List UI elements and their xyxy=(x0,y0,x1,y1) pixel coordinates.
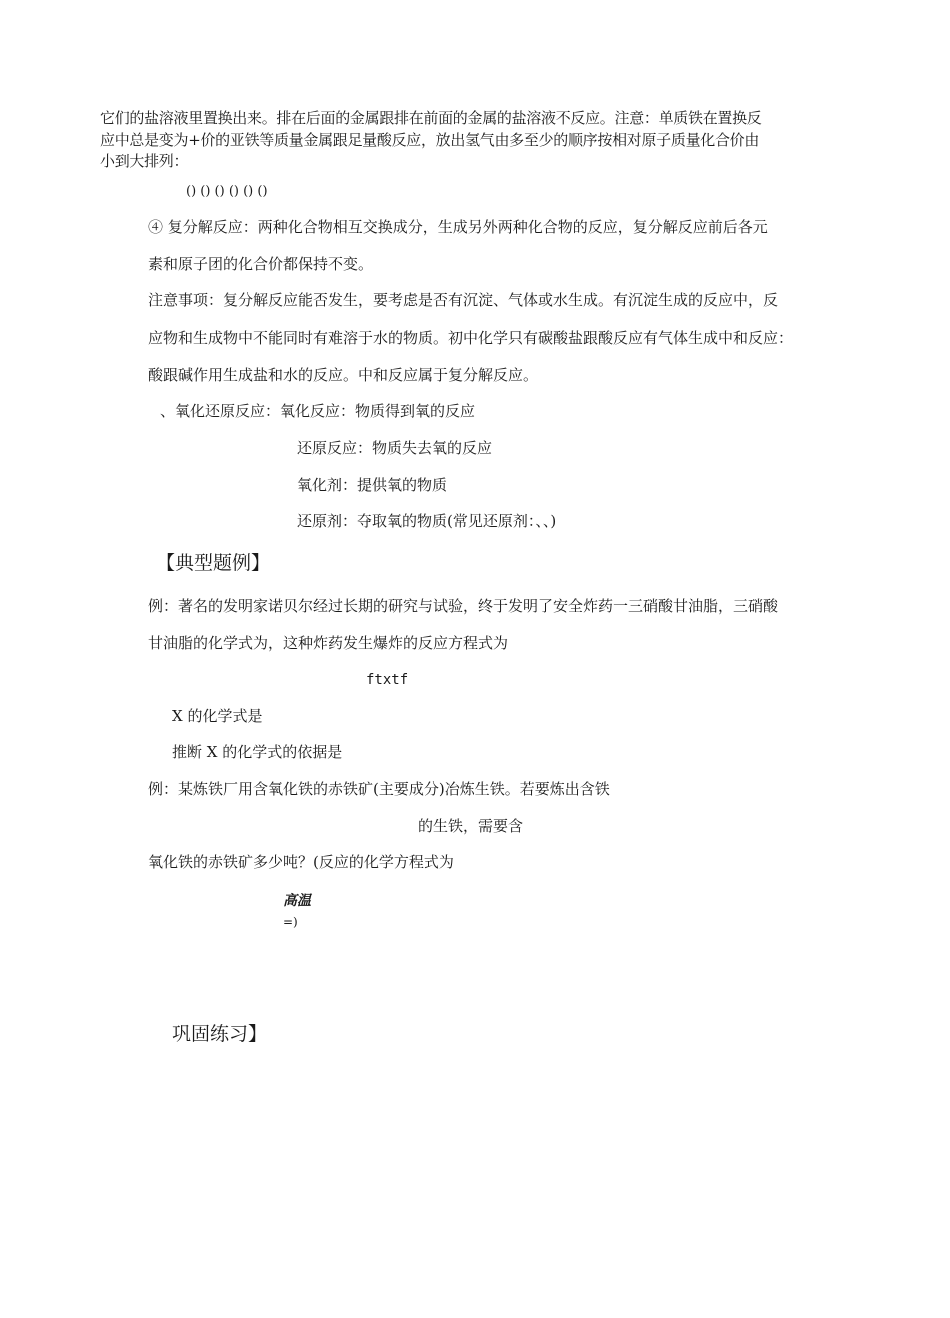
example-1-formula: ftxtf xyxy=(366,672,409,688)
double-decomposition-line-2: 素和原子团的化合价都保持不变。 xyxy=(148,255,374,273)
example-2-line-3: 氧化铁的赤铁矿多少吨？(反应的化学方程式为 xyxy=(148,853,454,871)
intro-line-3: 小到大排列： xyxy=(100,152,189,170)
example-1-line-2: 甘油脂的化学式为，这种炸药发生爆炸的反应方程式为 xyxy=(148,634,509,652)
double-decomposition-note-1: 注意事项：复分解反应能否发生，要考虑是否有沉淀、气体或水生成。有沉淀生成的反应中，反 xyxy=(148,291,779,309)
example-2-equation-end: =) xyxy=(283,915,298,929)
intro-blanks: () () () () () () xyxy=(186,184,268,199)
example-2-line-1: 例：某炼铁厂用含氧化铁的赤铁矿(主要成分)冶炼生铁。若要炼出含铁 xyxy=(148,780,610,798)
typical-examples-heading: 【典型题例】 xyxy=(156,552,271,574)
double-decomposition-line-1: ④ 复分解反应：两种化合物相互交换成分，生成另外两种化合物的反应，复分解反应前后各元 xyxy=(148,218,768,236)
redox-line-1: 、氧化还原反应：氧化反应：物质得到氧的反应 xyxy=(160,402,476,420)
example-2-condition: 高温 xyxy=(283,893,311,909)
example-2-line-2: 的生铁，需要含 xyxy=(418,817,524,835)
example-1-line-1: 例：著名的发明家诺贝尔经过长期的研究与试验，终于发明了安全炸药一三硝酸甘油脂，三硝酸 xyxy=(148,597,779,615)
practice-heading: 巩固练习】 xyxy=(172,1023,268,1045)
redox-line-4: 还原剂：夺取氧的物质(常见还原剂：、、) xyxy=(297,512,557,530)
intro-line-1: 它们的盐溶液里置换出来。排在后面的金属跟排在前面的金属的盐溶液不反应。注意：单质铁在置换反 xyxy=(100,109,762,127)
double-decomposition-note-2: 应物和生成物中不能同时有难溶于水的物质。初中化学只有碳酸盐跟酸反应有气体生成中和反应： xyxy=(148,329,794,347)
example-1-question-1: X 的化学式是 xyxy=(172,707,263,725)
redox-line-3: 氧化剂：提供氧的物质 xyxy=(297,476,448,494)
intro-line-2: 应中总是变为+价的亚铁等质量金属跟足量酸反应，放出氢气由多至少的顺序按相对原子质量化合价由 xyxy=(100,131,760,149)
double-decomposition-note-3: 酸跟碱作用生成盐和水的反应。中和反应属于复分解反应。 xyxy=(148,366,539,384)
redox-line-2: 还原反应：物质失去氧的反应 xyxy=(297,439,493,457)
example-1-question-2: 推断 X 的化学式的依据是 xyxy=(172,743,343,761)
